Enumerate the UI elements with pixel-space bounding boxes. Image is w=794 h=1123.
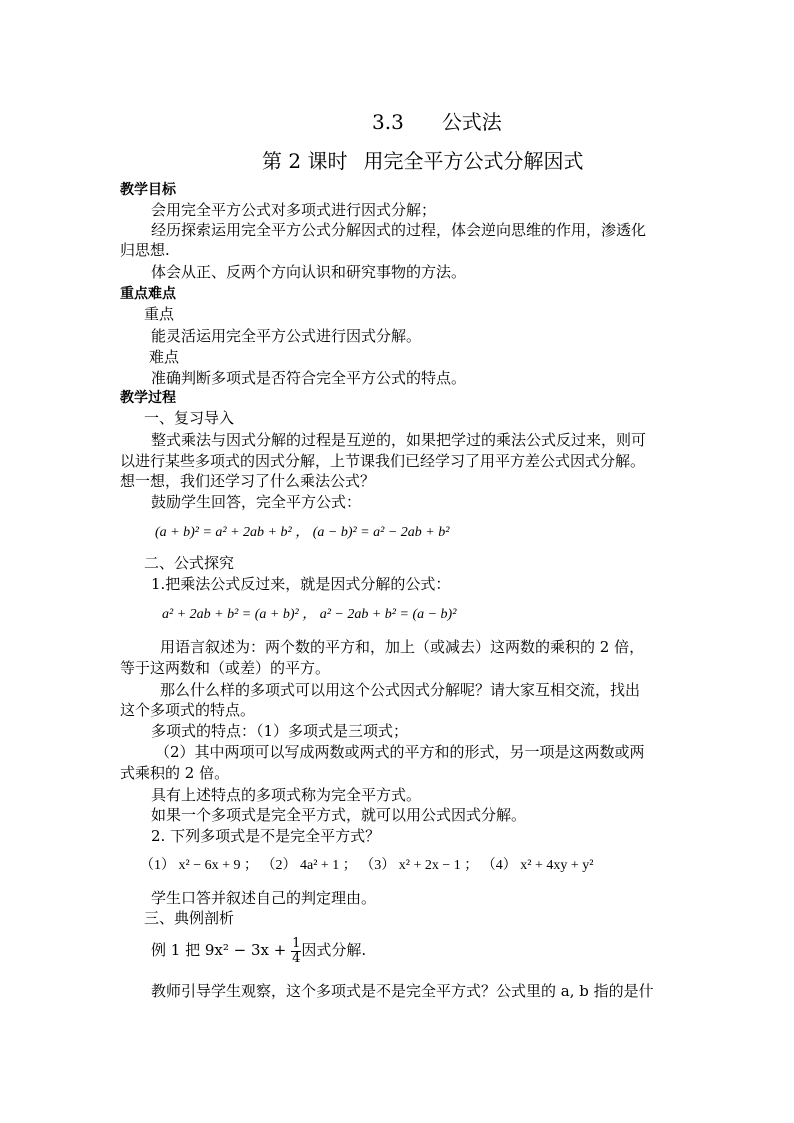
paragraph: 想一想，我们还学习了什么乘法公式？: [120, 472, 376, 490]
example-1: [151, 936, 366, 966]
fraction: [291, 937, 301, 966]
paragraph: 式乘积的 2 倍。: [120, 764, 230, 782]
heading-objectives: 教学目标: [120, 182, 176, 198]
paragraph: 等于这两数和（或差）的平方。: [120, 659, 331, 677]
paragraph: 用语言叙述为：两个数的平方和，加上（或减去）这两数的乘积的 2 倍，: [160, 638, 645, 656]
paragraph: 那么什么样的多项式可以用这个公式因式分解呢？请大家互相交流，找出: [160, 681, 641, 699]
formula: a² + 2ab + b² = (a + b)² ， a² − 2ab + b² = (a − b)²: [162, 607, 457, 622]
fraction-numerator: 1: [292, 935, 301, 951]
paragraph: 鼓励学生回答，完全平方公式：: [151, 493, 362, 511]
paragraph: 具有上述特点的多项式称为完全平方式。: [151, 786, 422, 804]
paragraph: 准确判断多项式是否符合完全平方公式的特点。: [151, 369, 467, 387]
example-suffix: 因式分解.: [301, 941, 367, 959]
paragraph: 会用完全平方公式对多项式进行因式分解；: [151, 201, 437, 219]
lesson-title: [262, 145, 583, 174]
lesson-topic: 用完全平方公式分解因式: [363, 149, 584, 173]
section-number: 3.3: [372, 110, 404, 134]
paragraph: 如果一个多项式是完全平方式，就可以用公式因式分解。: [151, 806, 527, 824]
paragraph: 多项式的特点：（1）多项式是三项式；: [151, 722, 409, 740]
paragraph: 归思想.: [120, 241, 170, 259]
formula: (a + b)² = a² + 2ab + b² ， (a − b)² = a² − 2ab + b²: [155, 525, 450, 540]
section-heading: 二、公式探究: [144, 554, 235, 572]
paragraph: 1.把乘法公式反过来，就是因式分解的公式：: [151, 575, 451, 593]
section-heading: 一、复习导入: [144, 409, 235, 427]
paragraph: 整式乘法与因式分解的过程是互逆的，如果把学过的乘法公式反过来，则可: [151, 431, 647, 449]
exercise-list: （1） x² − 6x + 9 ； （2） 4a² + 1 ； （3） x² + 2x − 1 ； （4） x² + 4xy + y²: [140, 858, 594, 873]
paragraph: 以进行某些多项式的因式分解，上节课我们已经学习了用平方差公式因式分解。: [120, 452, 646, 470]
section-heading: 三、典例剖析: [144, 909, 235, 927]
paragraph: 能灵活运用完全平方公式进行因式分解。: [151, 327, 422, 345]
paragraph: 体会从正、反两个方向认识和研究事物的方法。: [151, 263, 467, 281]
paragraph: 学生口答并叙述自己的判定理由。: [151, 889, 377, 907]
section-name: 公式法: [441, 110, 502, 134]
paragraph: 2. 下列多项式是不是完全平方式？: [151, 827, 381, 845]
paragraph: 这个多项式的特点。: [120, 701, 256, 719]
section-title: [372, 106, 502, 135]
example-prefix: 例 1 把 9x² − 3x +: [151, 941, 292, 959]
subheading: 难点: [149, 348, 180, 366]
subheading: 重点: [144, 305, 175, 323]
lesson-number: 第 2 课时: [262, 149, 348, 173]
paragraph: 经历探索运用完全平方公式分解因式的过程，体会逆向思维的作用，渗透化: [151, 221, 647, 239]
paragraph: 教师引导学生观察，这个多项式是不是完全平方式？公式里的 a, b 指的是什: [151, 982, 654, 1000]
paragraph: （2）其中两项可以写成两数或两式的平方和的形式，另一项是这两数或两: [155, 743, 645, 761]
fraction-denominator: 4: [292, 950, 301, 966]
heading-key-points: 重点难点: [120, 286, 176, 302]
heading-process: 教学过程: [120, 390, 176, 406]
